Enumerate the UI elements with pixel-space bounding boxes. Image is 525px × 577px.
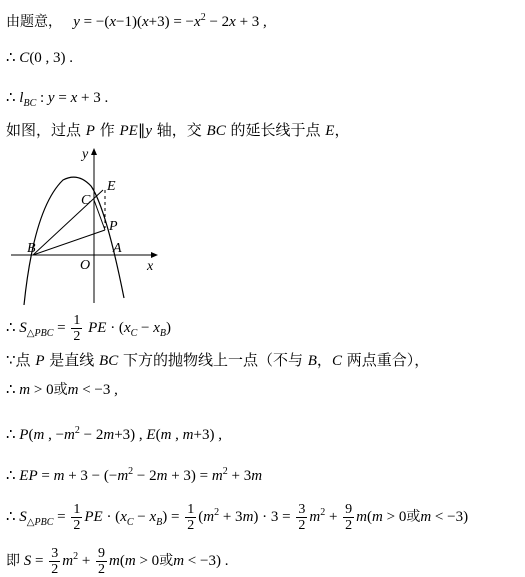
x-axis-arrow (151, 252, 158, 258)
line-10-render: ∴ $S_{\triangle PBC}$ = $\frac{1}{2}$ PE · $(x_C - x_B)$ = $\frac{1}{2}$ $(m^2 + 3m) \cdot 3$ = $\frac{3}{2}$ $m^2$ + $\frac{9}{2}$ m(m > 0或m < −3) (6, 502, 469, 533)
line-10 (6, 502, 468, 533)
label-O: O (80, 258, 91, 273)
line-5 (6, 313, 171, 344)
label-E: E (107, 179, 116, 194)
line-8-render: ∴ P(m , $-m^2 - 2m+3$) , E(m , m+3) , (6, 425, 222, 443)
line-11-render: 即 S = $\frac{3}{2}$ $m^2$ + $\frac{9}{2}$ m(m > 0或m < −3) . (6, 546, 229, 577)
line-6-render: ∵点 P 是直线 BC 下方的抛物线上一点（不与 B，C 两点重合）， (6, 351, 430, 369)
label-x: x (147, 259, 154, 274)
line-7 (6, 380, 118, 400)
line-3-render: ∴ $l_{BC}$ : y = x + 3 . (6, 90, 109, 109)
line-6 (6, 350, 429, 371)
label-C: C (81, 193, 91, 208)
label-B: B (27, 241, 36, 256)
line-BE (33, 190, 103, 255)
line-2-render: ∴ C(0 , 3) . (6, 50, 74, 66)
line-9-render: ∴ EP = $m + 3 - (-m^2 - 2m + 3) = m^2 + 3m$ (6, 466, 263, 484)
parabola-figure (6, 148, 166, 308)
line-4-render: 如图，过点 P 作 PE∥y 轴，交 BC 的延长线于点 E， (6, 121, 350, 139)
line-1-prefix: 由题意， (6, 14, 62, 30)
line-9 (6, 462, 262, 486)
y-axis-arrow (91, 148, 97, 155)
line-11 (6, 546, 228, 577)
label-P: P (109, 219, 118, 234)
line-1-render: $y = -(x-1)(x+3) = -x^2 - 2x + 3$ , (73, 12, 267, 30)
line-4 (6, 120, 349, 141)
label-A: A (113, 241, 122, 256)
line-3 (6, 88, 108, 114)
line-8 (6, 421, 222, 445)
line-5-render: ∴ $S_{\triangle PBC}$ = $\frac{1}{2}$ PE · $(x_C - x_B)$ (6, 313, 172, 344)
line-7-render: ∴ m > 0或m < −3 , (6, 382, 118, 398)
line-1 (6, 8, 267, 32)
line-2 (6, 48, 73, 68)
label-y: y (82, 148, 89, 162)
